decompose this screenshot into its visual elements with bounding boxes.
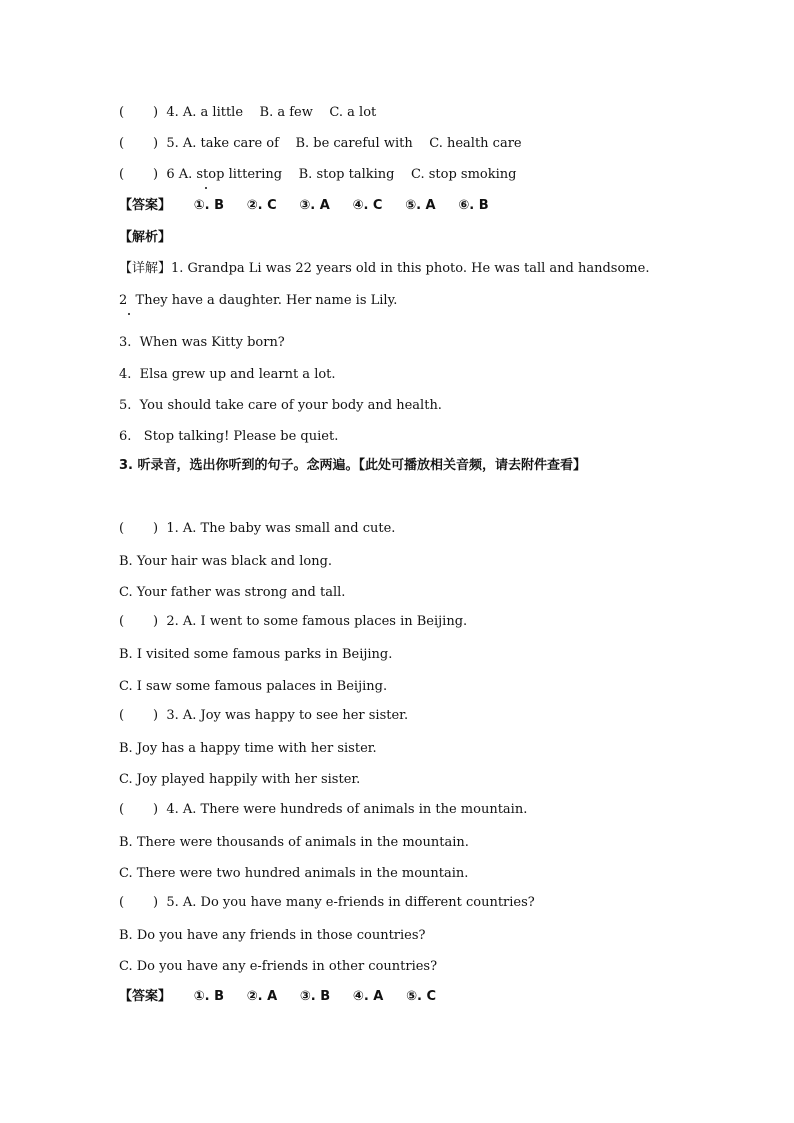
- question-4-options: ( ) 4. A. a little B. a few C. a lot: [119, 105, 377, 120]
- q5-option-b: B. Do you have any friends in those countries?: [119, 928, 426, 943]
- section-3-heading: 3. 听录音，选出你听到的句子。念两遍。【此处可播放相关音频，请去附件查看】: [119, 458, 587, 473]
- q4-option-a: ( ) 4. A. There were hundreds of animals in the mountain.: [119, 802, 528, 817]
- stray-dot: [205, 187, 207, 189]
- q1-option-a: ( ) 1. A. The baby was small and cute.: [119, 521, 396, 536]
- q3-option-b: B. Joy has a happy time with her sister.: [119, 741, 377, 756]
- answer-key-2: 【答案】 ①. B ②. A ③. B ④. A ⑤. C: [119, 989, 436, 1004]
- q5-option-c: C. Do you have any e-friends in other countries?: [119, 959, 438, 974]
- q2-option-c: C. I saw some famous palaces in Beijing.: [119, 679, 388, 694]
- detail-line-6: 6. Stop talking! Please be quiet.: [119, 429, 339, 444]
- q3-option-c: C. Joy played happily with her sister.: [119, 772, 361, 787]
- answer-key-1: 【答案】 ①. B ②. C ③. A ④. C ⑤. A ⑥. B: [119, 198, 489, 213]
- stray-dot: [128, 313, 130, 315]
- q3-option-a: ( ) 3. A. Joy was happy to see her sister.: [119, 708, 409, 723]
- question-5-options: ( ) 5. A. take care of B. be careful with C. health care: [119, 136, 522, 151]
- q1-option-b: B. Your hair was black and long.: [119, 554, 333, 569]
- detail-line-5: 5. You should take care of your body and health.: [119, 398, 442, 413]
- analysis-heading: 【解析】: [119, 230, 172, 245]
- q4-option-c: C. There were two hundred animals in the mountain.: [119, 866, 469, 881]
- detail-line-1: 【详解】1. Grandpa Li was 22 years old in this photo. He was tall and handsome.: [119, 261, 650, 276]
- q4-option-b: B. There were thousands of animals in the mountain.: [119, 835, 469, 850]
- q2-option-a: ( ) 2. A. I went to some famous places in Beijing.: [119, 614, 468, 629]
- q2-option-b: B. I visited some famous parks in Beijing.: [119, 647, 393, 662]
- detail-line-3: 3. When was Kitty born?: [119, 335, 285, 350]
- question-6-options: ( ) 6 A. stop littering B. stop talking C. stop smoking: [119, 167, 517, 182]
- q1-option-c: C. Your father was strong and tall.: [119, 585, 346, 600]
- detail-line-2: 2 They have a daughter. Her name is Lily.: [119, 293, 398, 308]
- detail-line-4: 4. Elsa grew up and learnt a lot.: [119, 367, 336, 382]
- q5-option-a: ( ) 5. A. Do you have many e-friends in different countries?: [119, 895, 535, 910]
